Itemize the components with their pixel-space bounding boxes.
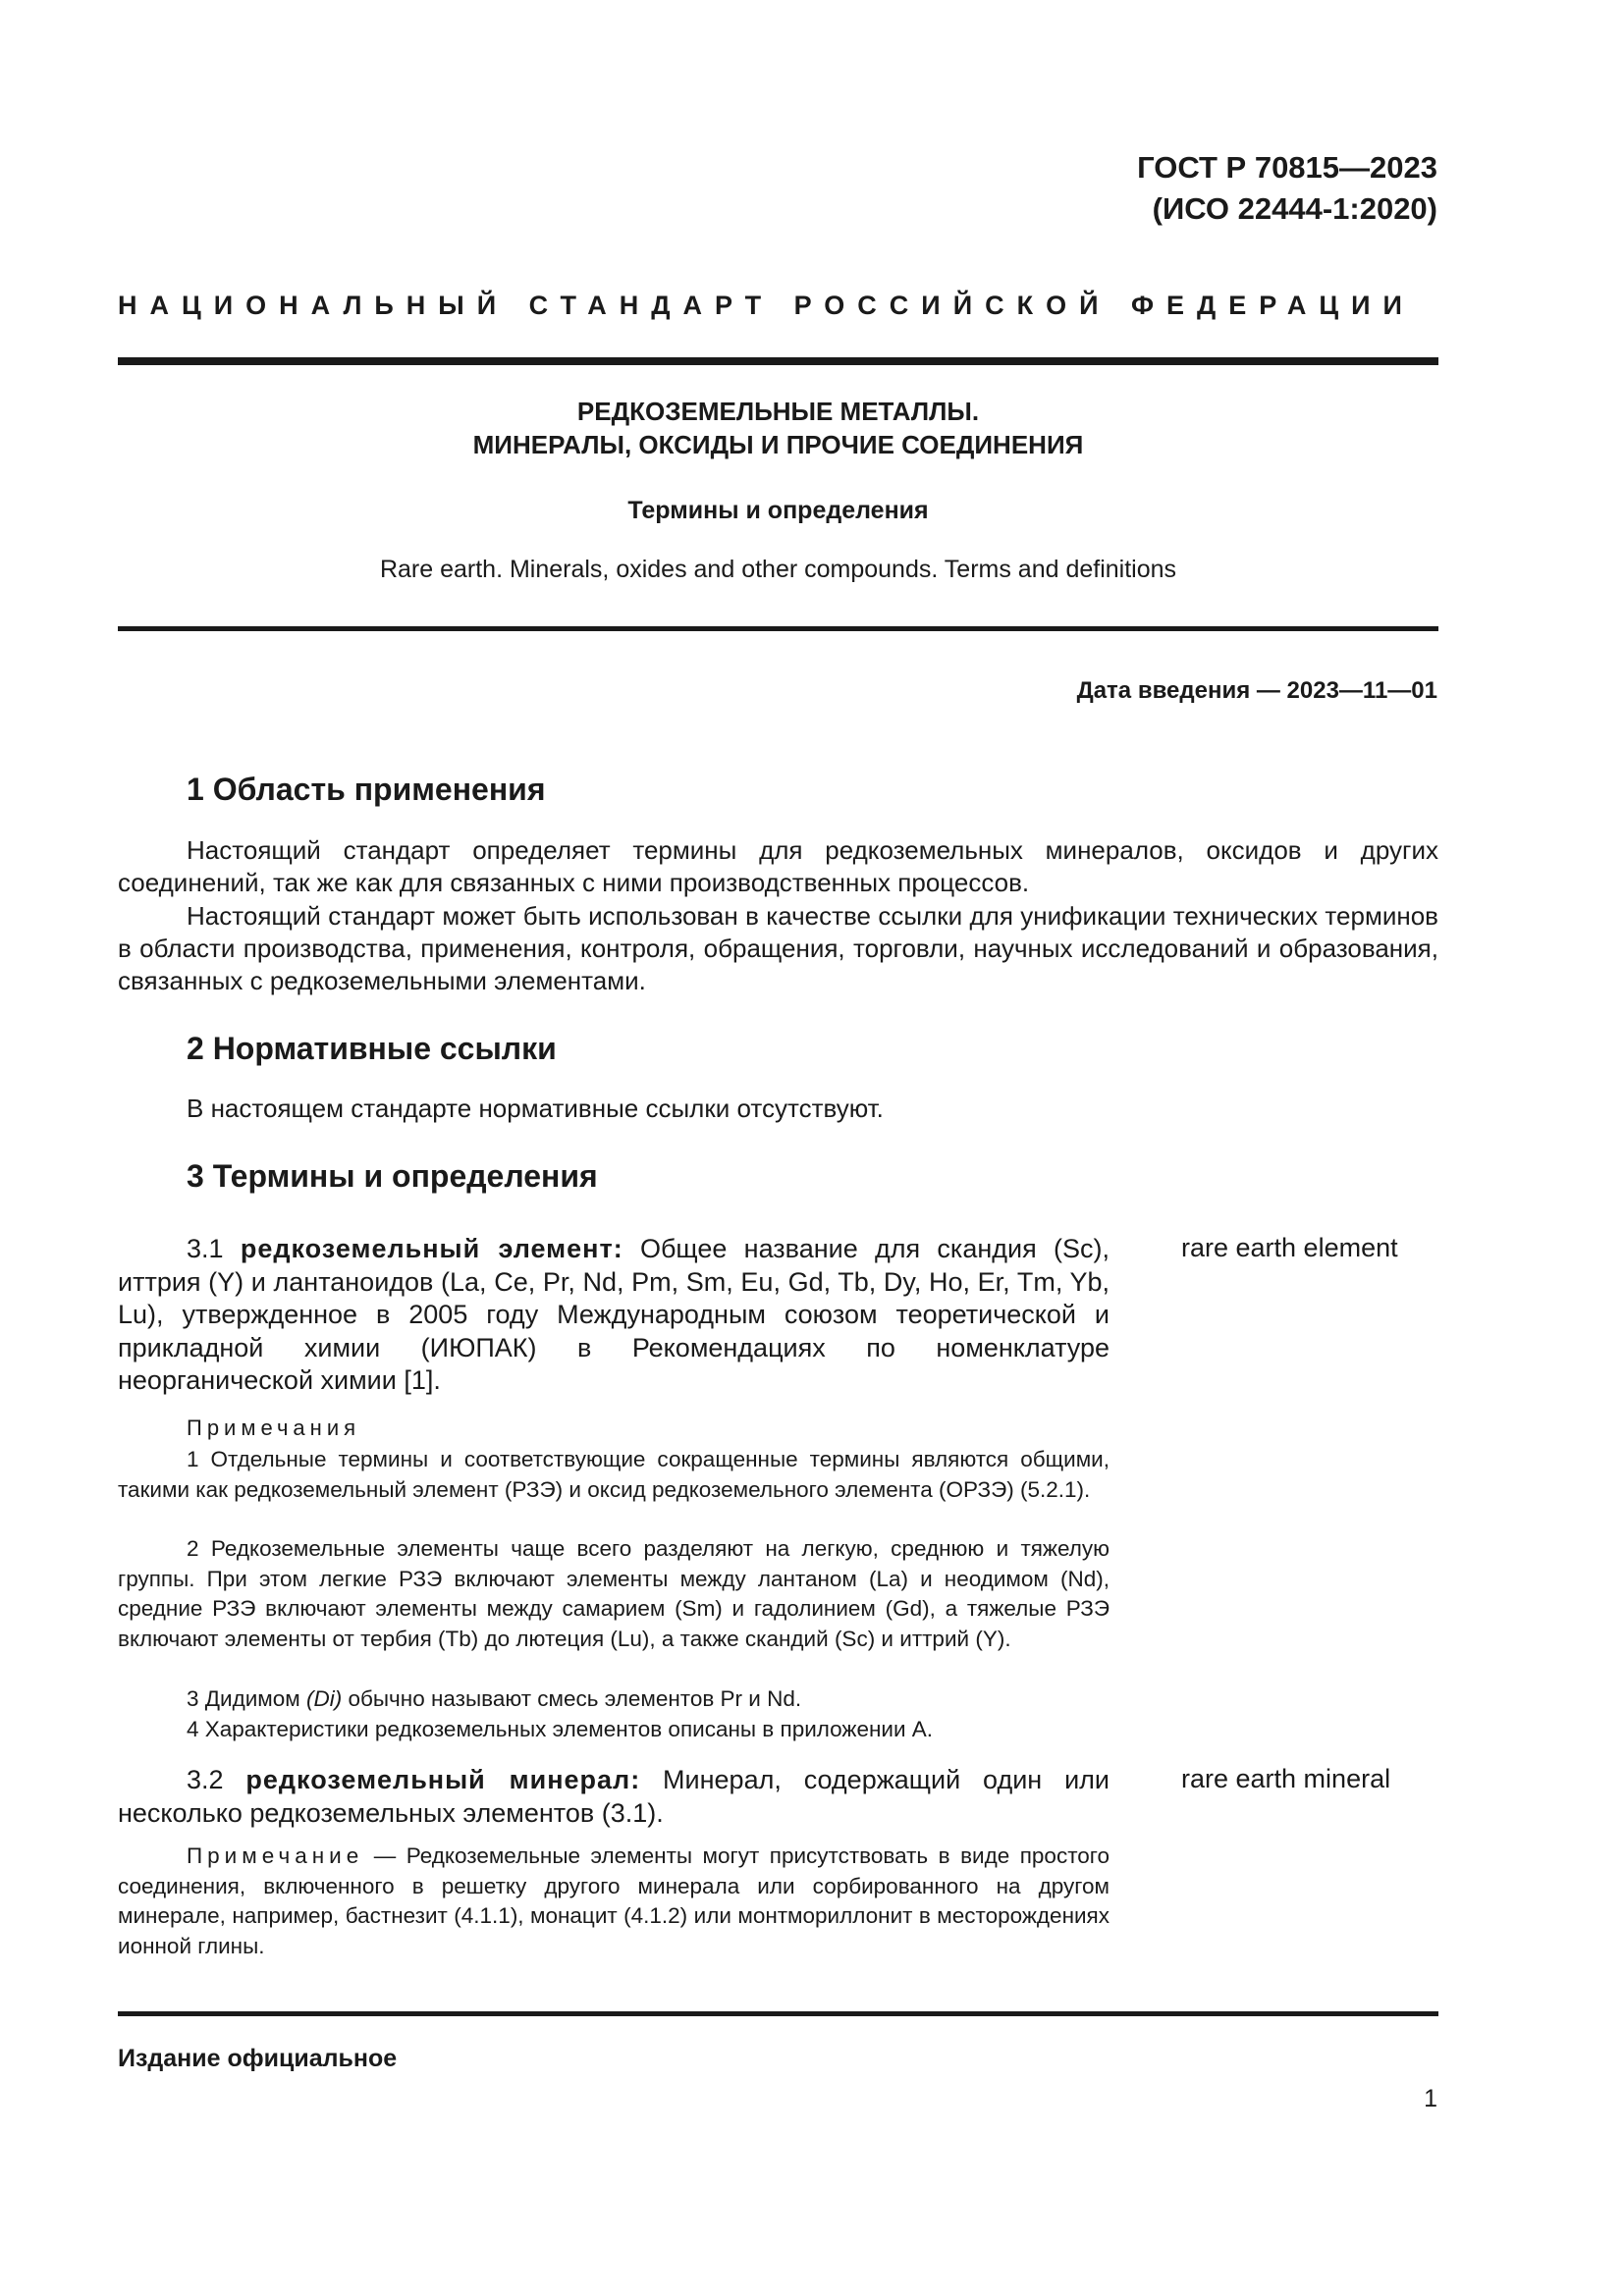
english-title: Rare earth. Minerals, oxides and other compounds. Terms and definitions: [379, 556, 1177, 583]
section-1-paragraph-2: Настоящий стандарт может быть использован в качестве ссылки для унификации технических терминов в области производства, применения, контроля, обращения, торговли, научных исследований и образования, связанных с редкоземельными элементами.: [118, 901, 1438, 995]
term-3-1-note-3-end: обычно называют смесь элементов Pr и Nd.: [342, 1686, 802, 1711]
introduction-date: Дата введения — 2023—11—01: [1076, 677, 1437, 704]
standard-designation: [1137, 147, 1437, 230]
title-rule: [118, 626, 1438, 631]
term-3-2-note-text: — Редкоземельные элементы могут присутствовать в виде простого соединения, включенного в решетку другого минерала или сорбированного на другом минерале, например, бастнезит (4.1.1), монацит (4.1.2) или монтмориллонит в месторождениях ионной глины.: [118, 1843, 1110, 1958]
document-title: [118, 395, 1438, 461]
term-3-2-term: редкоземельный минерал:: [245, 1765, 641, 1794]
term-3-2-entry: [118, 1764, 1110, 1830]
term-3-1-number: 3.1: [187, 1234, 241, 1263]
section-2-text: В настоящем стандарте нормативные ссылки отсутствуют.: [187, 1094, 884, 1123]
term-3-1-note-3-start: 3 Дидимом: [187, 1686, 306, 1711]
section-1-heading: 1 Область применения: [187, 772, 546, 807]
standard-number: ГОСТ Р 70815—2023: [1137, 150, 1437, 185]
term-3-1-definition: Общее название для скандия (Sc), иттрия (Y) и лантаноидов (La, Ce, Pr, Nd, Pm, Sm, Eu, Gd, Tb, Dy, Ho, Er, Tm, Yb, Lu), утвержденное в 2005 году Международным союзом теоретической и прикладной химии (ИЮПАК) в Рекомендациях по номенклатуре неорганической химии [1].: [118, 1234, 1110, 1395]
term-3-2-definition: Минерал, содержащий один или несколько редкоземельных элементов (3.1).: [118, 1765, 1110, 1828]
national-standard-banner: НАЦИОНАЛЬНЫЙ СТАНДАРТ РОССИЙСКОЙ ФЕДЕРАЦИИ: [118, 291, 1415, 320]
section-1-paragraph-1: Настоящий стандарт определяет термины для редкоземельных минералов, оксидов и других соединений, так же как для связанных с ними производственных процессов.: [118, 835, 1438, 897]
term-3-2-note-label: Примечание: [187, 1843, 364, 1868]
term-3-1-notes-heading: Примечания: [187, 1415, 361, 1440]
page-number: 1: [1424, 2085, 1437, 2112]
top-rule: [118, 357, 1438, 365]
term-3-2-english: rare earth mineral: [1181, 1764, 1391, 1793]
term-3-2-note: [118, 1842, 1110, 1961]
term-3-1-note-1: 1 Отдельные термины и соответствующие сокращенные термины являются общими, такими как редкоземельный элемент (РЗЭ) и оксид редкоземельного элемента (ОРЗЭ) (5.2.1).: [118, 1447, 1110, 1502]
section-3-heading: 3 Термины и определения: [187, 1158, 598, 1194]
official-edition-label: Издание официальное: [118, 2045, 398, 2072]
footer-rule: [118, 2011, 1438, 2016]
term-3-1-note-4: 4 Характеристики редкоземельных элементов описаны в приложении А.: [187, 1717, 934, 1741]
term-3-1-term: редкоземельный элемент:: [240, 1234, 623, 1263]
term-3-2-number: 3.2: [187, 1765, 246, 1794]
term-3-1-english: rare earth element: [1181, 1233, 1398, 1262]
term-3-1-note-2: 2 Редкоземельные элементы чаще всего разделяют на легкую, среднюю и тяжелую группы. При этом легкие РЗЭ включают элементы между лантаном (La) и неодимом (Nd), средние РЗЭ включают элементы между самарием (Sm) и гадолинием (Gd), а тяжелые РЗЭ включают элементы от тербия (Tb) до лютеция (Lu), а также скандий (Sc) и иттрий (Y).: [118, 1536, 1110, 1651]
iso-number: (ИСО 22444-1:2020): [1152, 191, 1437, 226]
term-3-1-note-3-italic: (Di): [305, 1686, 343, 1711]
term-3-1-note-3: [118, 1684, 1110, 1715]
section-2-heading: 2 Нормативные ссылки: [187, 1031, 557, 1066]
title-line-2: МИНЕРАЛЫ, ОКСИДЫ И ПРОЧИЕ СОЕДИНЕНИЯ: [472, 430, 1084, 459]
document-subtitle: Термины и определения: [627, 497, 929, 524]
term-3-1-entry: [118, 1233, 1110, 1398]
title-line-1: РЕДКОЗЕМЕЛЬНЫЕ МЕТАЛЛЫ.: [576, 397, 980, 426]
